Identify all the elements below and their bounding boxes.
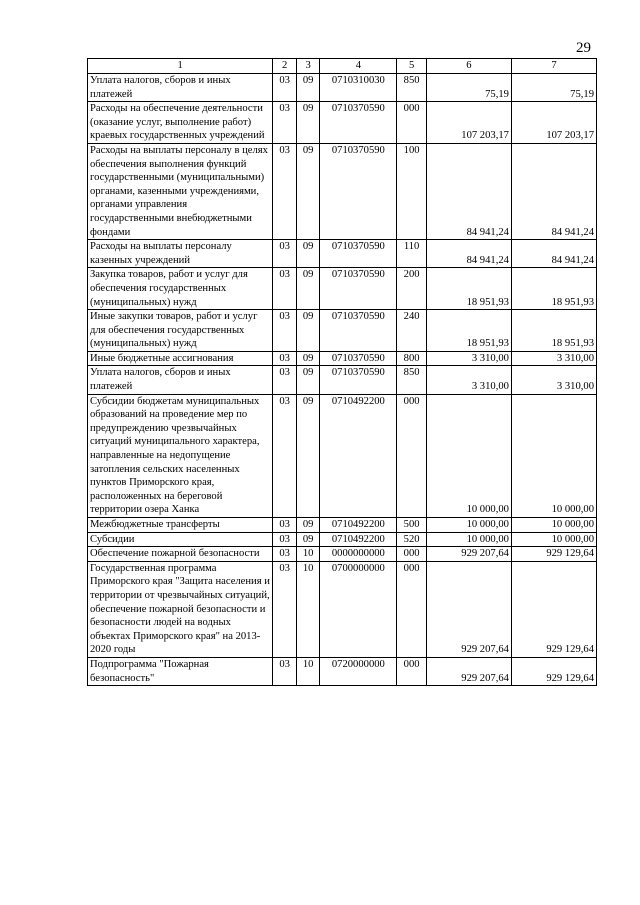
column-header: 1 [88,59,273,74]
row-amount-col7: 75,19 [511,74,596,102]
row-name: Уплата налогов, сборов и иных платежей [88,366,273,394]
row-section-code: 03 [273,74,297,102]
column-header: 6 [426,59,511,74]
row-expense-type-code: 000 [397,102,427,144]
table-row [88,532,597,547]
row-target-article-code: 0710370590 [320,366,397,394]
row-target-article-code: 0710492200 [320,518,397,533]
table-row [88,561,597,657]
table-row [88,518,597,533]
row-expense-type-code: 200 [397,268,427,310]
row-section-code: 03 [273,102,297,144]
row-amount-col7: 3 310,00 [511,366,596,394]
row-target-article-code: 0710492200 [320,532,397,547]
row-subsection-code: 09 [296,102,320,144]
column-header: 5 [397,59,427,74]
row-amount-col7: 929 129,64 [511,561,596,657]
row-section-code: 03 [273,518,297,533]
row-section-code: 03 [273,394,297,517]
column-header: 4 [320,59,397,74]
row-amount-col6: 84 941,24 [426,143,511,239]
row-name: Уплата налогов, сборов и иных платежей [88,74,273,102]
table-row [88,268,597,310]
row-amount-col7: 929 129,64 [511,657,596,685]
row-amount-col6: 10 000,00 [426,394,511,517]
budget-table [87,58,597,686]
row-name: Иные закупки товаров, работ и услуг для обеспечения государственных (муниципальных) нужд [88,310,273,352]
row-expense-type-code: 000 [397,394,427,517]
row-amount-col7: 107 203,17 [511,102,596,144]
row-subsection-code: 09 [296,532,320,547]
row-expense-type-code: 000 [397,657,427,685]
row-amount-col6: 10 000,00 [426,532,511,547]
row-subsection-code: 09 [296,518,320,533]
row-section-code: 03 [273,547,297,562]
row-subsection-code: 10 [296,561,320,657]
column-header: 2 [273,59,297,74]
row-subsection-code: 09 [296,366,320,394]
row-amount-col6: 929 207,64 [426,657,511,685]
row-amount-col6: 10 000,00 [426,518,511,533]
row-expense-type-code: 520 [397,532,427,547]
row-name: Иные бюджетные ассигнования [88,351,273,366]
row-subsection-code: 10 [296,547,320,562]
table-row [88,366,597,394]
row-section-code: 03 [273,310,297,352]
row-expense-type-code: 110 [397,240,427,268]
row-amount-col7: 3 310,00 [511,351,596,366]
row-amount-col6: 3 310,00 [426,366,511,394]
row-amount-col7: 10 000,00 [511,518,596,533]
row-amount-col6: 84 941,24 [426,240,511,268]
table-row [88,394,597,517]
row-expense-type-code: 240 [397,310,427,352]
page-number: 29 [576,40,591,56]
row-target-article-code: 0710370590 [320,102,397,144]
row-amount-col6: 75,19 [426,74,511,102]
row-name: Межбюджетные трансферты [88,518,273,533]
row-subsection-code: 09 [296,351,320,366]
row-section-code: 03 [273,268,297,310]
row-name: Закупка товаров, работ и услуг для обеспечения государственных (муниципальных) нужд [88,268,273,310]
table-row [88,102,597,144]
table-row [88,547,597,562]
table-row [88,657,597,685]
table-row [88,310,597,352]
row-subsection-code: 09 [296,310,320,352]
row-section-code: 03 [273,366,297,394]
column-header: 7 [511,59,596,74]
row-expense-type-code: 100 [397,143,427,239]
table-row [88,351,597,366]
row-amount-col7: 10 000,00 [511,532,596,547]
row-amount-col6: 107 203,17 [426,102,511,144]
row-subsection-code: 10 [296,657,320,685]
row-subsection-code: 09 [296,394,320,517]
row-name: Государственная программа Приморского края "Защита населения и территории от чрезвычайных ситуаций, обеспечение пожарной безопасности и безопасности людей на водных объектах Приморского края" на 2013-2020 годы [88,561,273,657]
row-target-article-code: 0710370590 [320,240,397,268]
row-name: Расходы на выплаты персоналу казенных учреждений [88,240,273,268]
row-section-code: 03 [273,561,297,657]
row-section-code: 03 [273,532,297,547]
row-section-code: 03 [273,351,297,366]
row-amount-col6: 3 310,00 [426,351,511,366]
row-target-article-code: 0000000000 [320,547,397,562]
row-target-article-code: 0710370590 [320,310,397,352]
table-row [88,143,597,239]
row-target-article-code: 0710370590 [320,351,397,366]
column-header: 3 [296,59,320,74]
row-name: Расходы на выплаты персоналу в целях обеспечения выполнения функций государственными (муниципальными) органами, казенными учреждениями, органами управления государственными внебюджетными фондами [88,143,273,239]
row-expense-type-code: 000 [397,561,427,657]
table-row [88,74,597,102]
row-amount-col6: 929 207,64 [426,547,511,562]
row-amount-col6: 929 207,64 [426,561,511,657]
row-section-code: 03 [273,657,297,685]
row-amount-col7: 10 000,00 [511,394,596,517]
row-subsection-code: 09 [296,268,320,310]
row-name: Подпрограмма "Пожарная безопасность" [88,657,273,685]
row-expense-type-code: 850 [397,366,427,394]
row-target-article-code: 0700000000 [320,561,397,657]
table-header-row [88,59,597,74]
row-name: Обеспечение пожарной безопасности [88,547,273,562]
row-amount-col7: 18 951,93 [511,268,596,310]
row-subsection-code: 09 [296,240,320,268]
row-amount-col6: 18 951,93 [426,310,511,352]
row-target-article-code: 0710310030 [320,74,397,102]
row-target-article-code: 0710370590 [320,268,397,310]
row-subsection-code: 09 [296,74,320,102]
row-amount-col7: 84 941,24 [511,143,596,239]
row-section-code: 03 [273,143,297,239]
row-target-article-code: 0710492200 [320,394,397,517]
row-target-article-code: 0720000000 [320,657,397,685]
row-name: Субсидии [88,532,273,547]
row-target-article-code: 0710370590 [320,143,397,239]
row-subsection-code: 09 [296,143,320,239]
row-amount-col7: 18 951,93 [511,310,596,352]
row-expense-type-code: 850 [397,74,427,102]
row-amount-col7: 929 129,64 [511,547,596,562]
row-amount-col7: 84 941,24 [511,240,596,268]
row-name: Субсидии бюджетам муниципальных образований на проведение мер по предупреждению чрезвычайных ситуаций муниципального характера, направленные на недопущение затопления сельских населенных пунктов Приморского края, расположенных на береговой территории озера Ханка [88,394,273,517]
row-expense-type-code: 500 [397,518,427,533]
row-section-code: 03 [273,240,297,268]
table-row [88,240,597,268]
row-name: Расходы на обеспечение деятельности (оказание услуг, выполнение работ) краевых государственных учреждений [88,102,273,144]
row-amount-col6: 18 951,93 [426,268,511,310]
row-expense-type-code: 000 [397,547,427,562]
row-expense-type-code: 800 [397,351,427,366]
